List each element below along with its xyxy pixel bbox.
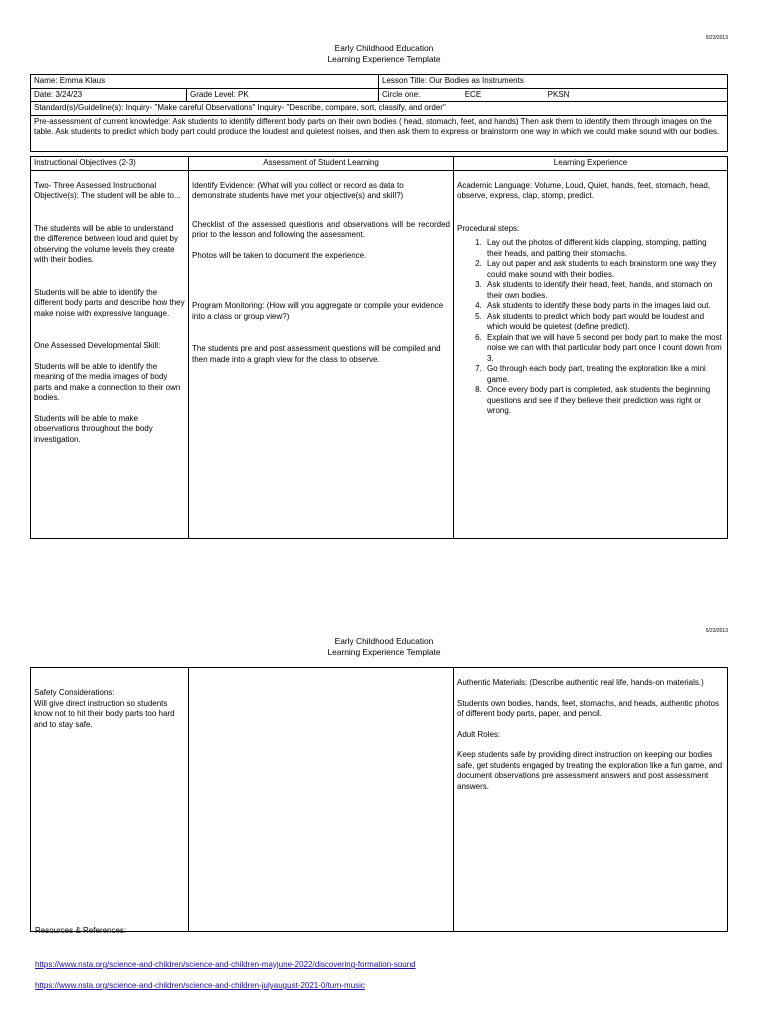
step-item: 5. Ask students to predict which body part would be loudest and which would be quietest (define predict).: [484, 312, 724, 333]
date-stamp: 5/23/2013: [705, 35, 728, 41]
standards-cell: Standard(s)/Guideline(s): Inquiry- "Make careful Observations" Inquiry- "Describe, compare, sort, classify, and order": [31, 102, 728, 116]
procedural-steps-list: [457, 238, 724, 417]
step-item: 8. Once every body part is completed, ask students the beginning questions and see if they believe their prediction was right or wrong.: [484, 385, 724, 417]
name-cell: Name: Emma Klaus: [31, 75, 379, 89]
photos-text: Photos will be taken to document the experience.: [192, 250, 367, 260]
assessment-cell: [189, 170, 454, 538]
step-item: 1. Lay out the photos of different kids clapping, stomping, patting their heads, and patting their stomachs.: [484, 238, 724, 259]
step-item: 3. Ask students to identify their head, feet, hands, and stomach on their own bodies.: [484, 280, 724, 301]
safety-label: Safety Considerations:: [34, 688, 115, 697]
resources-label: Resources & References:: [35, 926, 127, 935]
empty-middle-cell: [189, 668, 454, 932]
circle-one-cell: [379, 88, 728, 102]
step-item: 7. Go through each body part, treating the exploration like a mini game.: [484, 364, 724, 385]
document-subtitle: Learning Experience Template: [327, 54, 441, 64]
skill-1: Students will be able to identify the meaning of the media images of body parts and make a connection to their own bodies.: [34, 361, 181, 402]
lesson-title-cell: Lesson Title: Our Bodies as Instruments: [379, 75, 728, 89]
document-title-page-2: Early Childhood Education: [334, 636, 434, 646]
learning-experience-cell: [454, 170, 728, 538]
materials-cell: [454, 668, 728, 932]
header-objectives: Instructional Objectives (2-3): [31, 157, 189, 171]
header-assessment: Assessment of Student Learning: [189, 157, 454, 171]
developmental-skill-label: One Assessed Developmental Skill:: [34, 341, 161, 350]
step-item: 4. Ask students to identify these body parts in the images laid out.: [484, 301, 724, 312]
date-stamp-page-2: 5/23/2013: [705, 628, 728, 634]
objective-1: The students will be able to understand the difference between loud and quiet by observing the volume levels they create with their bodies.: [34, 223, 178, 264]
grade-level-cell: Grade Level: PK: [187, 88, 379, 102]
resource-link-2[interactable]: https://www.nsta.org/science-and-children/science-and-children-julyaugust-2021-0/turn-music: [35, 981, 365, 990]
checklist-text: Checklist of the assessed questions and observations will be recorded prior to the lesson and following the assessment.: [192, 219, 450, 239]
procedural-steps-label: Procedural steps:: [457, 223, 520, 233]
document-title: Early Childhood Education: [334, 43, 434, 53]
circle-option-pksn: PKSN: [547, 89, 570, 99]
date-cell: Date: 3/24/23: [31, 88, 187, 102]
resource-link-1[interactable]: https://www.nsta.org/science-and-children/science-and-children-mayjune-2022/discovering-formation-sound: [35, 960, 416, 969]
skill-2: Students will be able to make observations throughout the body investigation.: [34, 413, 153, 444]
materials-table: [30, 667, 728, 932]
adult-roles-text: Keep students safe by providing direct instruction on keeping our bodies safe, get students engaged by treating the exploration like a fun game, and document observations pre assessment answers and post assessment answers.: [457, 750, 723, 791]
step-item: 6. Explain that we will have 5 second per body part to make the most noise we can with that particular body part once I count down from 3.: [484, 333, 724, 365]
adult-roles-label: Adult Roles:: [457, 729, 501, 739]
academic-language: Academic Language: Volume, Loud, Quiet, hands, feet, stomach, head, observe, express, clap, stomp, predict.: [457, 180, 711, 200]
header-learning-experience: Learning Experience: [454, 157, 728, 171]
objectives-cell: [31, 170, 189, 538]
learning-experience-table: [30, 156, 728, 539]
identify-evidence: Identify Evidence: (What will you collect or record as data to demonstrate students have met your objective(s) and skill?): [192, 180, 404, 200]
circle-option-ece: ECE: [464, 89, 482, 99]
program-monitoring: Program Monitoring: (How will you aggregate or compile your evidence into a class or group view?): [192, 301, 444, 321]
compiled-text: The students pre and post assessment questions will be compiled and then made into a graph view for the class to observe.: [192, 344, 441, 364]
step-item: 2. Lay out paper and ask students to each brainstorm one way they could make sound with their bodies.: [484, 259, 724, 280]
authentic-materials-text: Students own bodies, hands, feet, stomachs, and heads, authentic photos of different body parts, paper, and pencil.: [457, 698, 719, 718]
authentic-materials-label: Authentic Materials: (Describe authentic real life, hands-on materials.): [457, 678, 704, 687]
lesson-info-table: [30, 74, 728, 152]
document-subtitle-page-2: Learning Experience Template: [327, 647, 441, 657]
circle-one-label: Circle one:: [382, 89, 421, 99]
objectives-intro: Two- Three Assessed Instructional Objective(s): The student will be able to...: [34, 180, 181, 200]
objective-2: Students will be able to identify the different body parts and describe how they make noise with expressive language.: [34, 287, 185, 318]
pre-assessment-cell: Pre-assessment of current knowledge: Ask students to identify different body parts on their own bodies ( head, stomach, feet, and hands) Then ask them to identify them through images on the table. Ask students to predict which body part could produce the loudest and quietest noises, and then ask them to express or brainstorm one way in which we could make sound with our bodies.: [31, 115, 728, 151]
safety-cell: [31, 668, 189, 932]
safety-text: Will give direct instruction so students know not to hit their body parts too hard and to stay safe.: [34, 698, 175, 729]
